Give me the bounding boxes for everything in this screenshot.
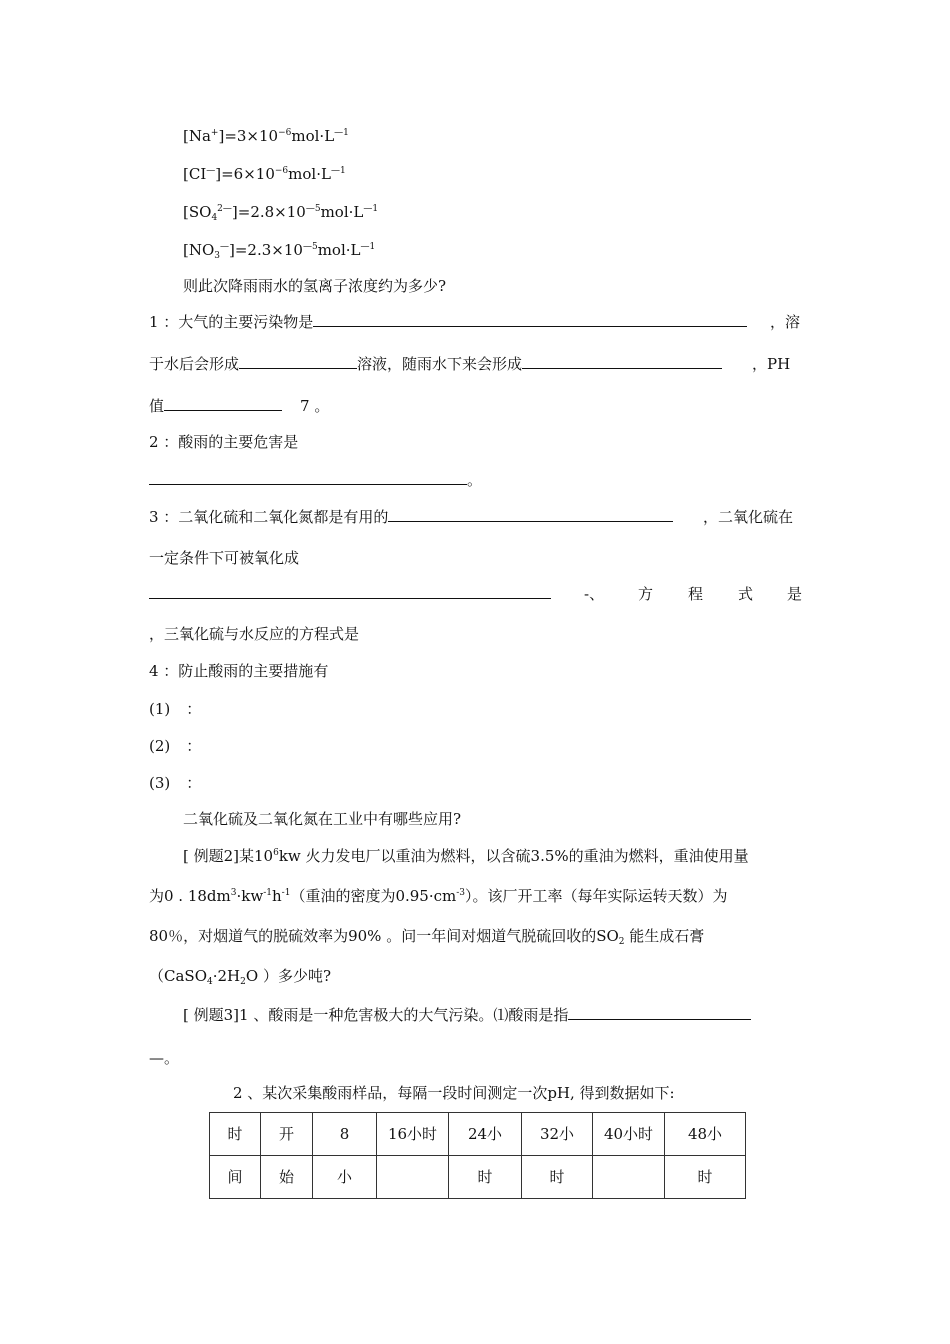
q3-line2: 一定条件下可被氧化成	[149, 549, 300, 567]
q4-item-3: (3) ：	[149, 774, 202, 792]
q4-item-1: (1) ：	[149, 700, 202, 718]
q1-line1-end: ，溶	[770, 313, 801, 331]
q1-line3: 值 7 。	[149, 397, 330, 415]
ex3-item2: 2 、某次采集酸雨样品，每隔一段时间测定一次pH, 得到数据如下:	[233, 1084, 675, 1102]
q3-word: 程	[688, 585, 704, 603]
table-cell: 时	[522, 1156, 593, 1199]
ph-table	[209, 1112, 746, 1199]
ex3-line2: —。	[149, 1049, 180, 1067]
table-cell: 48小	[665, 1113, 746, 1156]
question-hydrogen: 则此次降雨雨水的氢离子浓度约为多少?	[183, 277, 447, 295]
table-cell: 开	[261, 1113, 313, 1156]
q3-word: 式	[738, 585, 754, 603]
table-cell: 8	[313, 1113, 377, 1156]
ex2-line4: （$CaSO_4\cdot 2H_2O$ ）多少吨?	[149, 967, 331, 987]
ex3-line1: [ 例题3]1 、酸雨是一种危害极大的大气污染。⑴酸雨是指	[183, 1005, 751, 1025]
table-cell: 16小时	[377, 1113, 449, 1156]
table-cell	[377, 1156, 449, 1199]
q2-line1: 2 ：酸雨的主要危害是	[149, 433, 299, 451]
q3-word: 是	[787, 585, 803, 603]
blank[interactable]	[149, 584, 551, 599]
blank[interactable]	[164, 396, 282, 411]
q3-line1: 3 ：二氧化硫和二氧化氮都是有用的	[149, 507, 673, 527]
blank[interactable]	[388, 507, 673, 522]
q1-line2: 于水后会形成 溶液，随雨水下来会形成	[149, 354, 722, 374]
table-cell: 时	[665, 1156, 746, 1199]
table-row	[210, 1113, 746, 1156]
ex2-line2: 为0 . $18dm^3\cdot kw^{-1}h^{-1}$（重油的密度为$0.95\cdot cm^{-3}$）。该厂开工率（每年实际运转天数）为	[149, 887, 728, 905]
q3-dash: -、	[584, 585, 605, 603]
ion-cl-line: $[CI^—]=6\times 10^{-6}mol\cdot L^{—1}$	[183, 165, 346, 183]
blank[interactable]	[568, 1005, 751, 1020]
blank[interactable]	[149, 470, 467, 485]
table-cell: 始	[261, 1156, 313, 1199]
table-cell: 间	[210, 1156, 261, 1199]
q4-item-2: (2) ：	[149, 737, 202, 755]
blank[interactable]	[239, 354, 357, 369]
q3-line1-end: ，二氧化硫在	[703, 508, 794, 526]
q2-line2: 。	[149, 470, 482, 490]
table-cell: 24小	[449, 1113, 522, 1156]
q5: 二氧化硫及二氧化氮在工业中有哪些应用?	[183, 810, 462, 828]
blank[interactable]	[522, 354, 722, 369]
q3-line4: ，三氧化硫与水反应的方程式是	[149, 625, 360, 643]
ex2-line1: [ 例题2]某$10^6kw$ 火力发电厂以重油为燃料，以含硫3.5%的重油为燃料，重油使用量	[183, 847, 749, 865]
table-cell	[593, 1156, 665, 1199]
table-cell: 40小时	[593, 1113, 665, 1156]
table-cell: 32小	[522, 1113, 593, 1156]
table-cell: 时	[210, 1113, 261, 1156]
blank[interactable]	[313, 312, 747, 327]
q4-title: 4 ：防止酸雨的主要措施有	[149, 662, 329, 680]
ion-so4-line: $[SO_4^{2—}]=2.8\times 10^{—5}mol\cdot L^{—1}$	[183, 203, 379, 223]
table-row	[210, 1156, 746, 1199]
q3-line3	[149, 584, 551, 604]
q1-line1: 1 ：大气的主要污染物是	[149, 312, 747, 332]
q1-line2-end: ，PH	[752, 355, 791, 373]
ion-na-line: $[Na^+]=3\times 10^{-6}mol\cdot L^{—1}$	[183, 127, 349, 145]
table-cell: 小	[313, 1156, 377, 1199]
ion-no3-line: $[NO_3^—]=2.3\times 10^{—5}mol\cdot L^{—1}$	[183, 241, 376, 261]
q3-word: 方	[638, 585, 654, 603]
table-cell: 时	[449, 1156, 522, 1199]
ex2-line3: 80％，对烟道气的脱硫效率为90% 。问一年间对烟道气脱硫回收的$SO_2$ 能生成石膏	[149, 927, 705, 947]
